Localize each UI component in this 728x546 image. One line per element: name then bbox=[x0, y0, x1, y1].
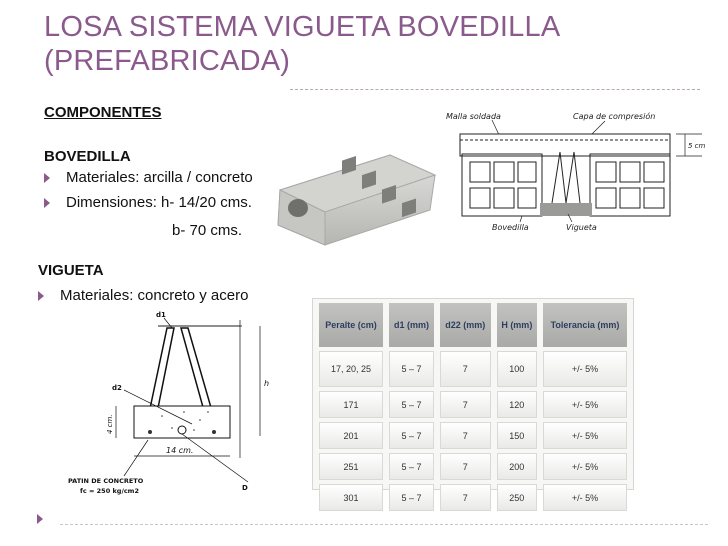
bovedilla-block-image bbox=[270, 150, 440, 250]
title-divider bbox=[290, 89, 700, 90]
componentes-heading: COMPONENTES bbox=[44, 104, 162, 121]
label-d2: d2 bbox=[112, 384, 122, 392]
label-dim: 5 cm bbox=[688, 142, 706, 150]
bovedilla-dimensiones: Dimensiones: h- 14/20 cms. bbox=[66, 194, 252, 211]
header-h: H (mm) bbox=[497, 303, 537, 347]
label-h: h bbox=[264, 379, 270, 388]
table-row bbox=[319, 391, 627, 418]
cell: 171 bbox=[319, 391, 383, 418]
label-capa: Capa de compresión bbox=[573, 112, 656, 121]
table-row bbox=[319, 453, 627, 480]
label-4cm: 4 cm. bbox=[106, 414, 114, 434]
header-peralte: Peralte (cm) bbox=[319, 303, 383, 347]
cell: +/- 5% bbox=[543, 351, 627, 387]
title-line-1: LOSA SISTEMA VIGUETA BOVEDILLA bbox=[44, 11, 561, 43]
table-row bbox=[319, 484, 627, 511]
vigueta-heading: VIGUETA bbox=[38, 262, 104, 279]
label-vigueta: Vigueta bbox=[566, 223, 597, 232]
cell: +/- 5% bbox=[543, 453, 627, 480]
cell: 5 – 7 bbox=[389, 422, 434, 449]
cell: 7 bbox=[440, 484, 491, 511]
label-d1: d1 bbox=[156, 311, 166, 319]
cell: 7 bbox=[440, 351, 491, 387]
label-fc: fc = 250 kg/cm2 bbox=[80, 487, 139, 495]
bullet-arrow-icon bbox=[38, 291, 44, 301]
bullet-arrow-icon bbox=[44, 173, 50, 183]
label-bovedilla: Bovedilla bbox=[492, 223, 529, 232]
header-d1: d1 (mm) bbox=[389, 303, 434, 347]
cell: +/- 5% bbox=[543, 484, 627, 511]
label-D: D bbox=[242, 484, 248, 492]
cell: 5 – 7 bbox=[389, 391, 434, 418]
label-14cm: 14 cm. bbox=[166, 446, 194, 455]
specs-table bbox=[312, 298, 634, 503]
cell: 250 bbox=[497, 484, 537, 511]
label-malla: Malla soldada bbox=[446, 112, 501, 121]
table-header-row bbox=[319, 303, 627, 347]
cell: +/- 5% bbox=[543, 422, 627, 449]
cell: +/- 5% bbox=[543, 391, 627, 418]
bovedilla-dimensiones-b: b- 70 cms. bbox=[172, 222, 243, 239]
bovedilla-heading: BOVEDILLA bbox=[44, 148, 131, 165]
cell: 251 bbox=[319, 453, 383, 480]
header-tolerancia: Tolerancia (mm) bbox=[543, 303, 627, 347]
vigueta-materiales: Materiales: concreto y acero bbox=[60, 287, 249, 304]
bullet-arrow-icon bbox=[44, 198, 50, 208]
cell: 5 – 7 bbox=[389, 351, 434, 387]
cell: 120 bbox=[497, 391, 537, 418]
cell: 200 bbox=[497, 453, 537, 480]
footer-divider bbox=[60, 524, 708, 525]
slide-title bbox=[44, 10, 704, 78]
header-d22: d22 (mm) bbox=[440, 303, 491, 347]
cell: 17, 20, 25 bbox=[319, 351, 383, 387]
cell: 150 bbox=[497, 422, 537, 449]
footer-arrow-icon bbox=[37, 514, 43, 524]
cell: 5 – 7 bbox=[389, 453, 434, 480]
bovedilla-materiales: Materiales: arcilla / concreto bbox=[66, 169, 253, 186]
cell: 7 bbox=[440, 453, 491, 480]
cell: 7 bbox=[440, 391, 491, 418]
vigueta-diagram bbox=[64, 306, 276, 500]
cell: 301 bbox=[319, 484, 383, 511]
cell: 201 bbox=[319, 422, 383, 449]
cell: 7 bbox=[440, 422, 491, 449]
cell: 5 – 7 bbox=[389, 484, 434, 511]
slab-section-diagram bbox=[440, 106, 712, 234]
title-line-2: (PREFABRICADA) bbox=[44, 45, 291, 77]
table-row bbox=[319, 351, 627, 387]
cell: 100 bbox=[497, 351, 537, 387]
table-row bbox=[319, 422, 627, 449]
label-patin: PATIN DE CONCRETO bbox=[68, 477, 144, 485]
